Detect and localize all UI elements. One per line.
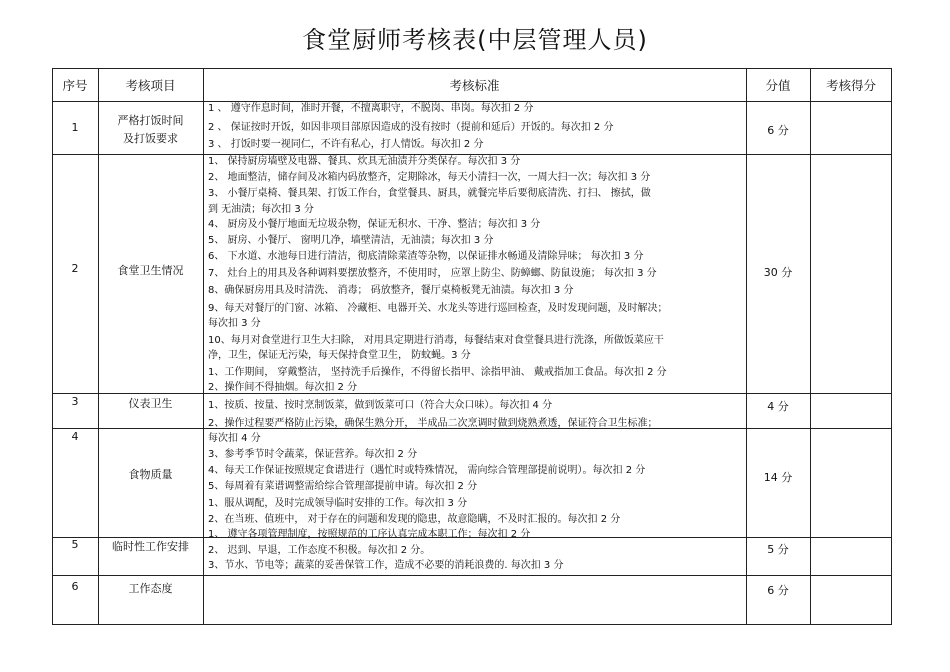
row-4-standard-line: 4、每天工作保证按照规定食谱进行（遇忙时或特殊情况， 需向综合管理部提前说明）。每次扣 2 分 xyxy=(208,465,646,476)
row-6-no: 6 xyxy=(71,580,79,593)
row-5-item: 临时性工作安排 xyxy=(112,540,189,553)
row-5-no: 5 xyxy=(71,538,79,551)
row-2-standard-line: 5、 厨房、小餐厅、 窗明几净，墙壁清洁，无油渍；每次扣 3 分 xyxy=(208,235,494,246)
row-4-no: 4 xyxy=(71,430,79,443)
row-5-score: 5 分 xyxy=(767,543,789,556)
row-1-standard-line: 1 、 遵守作息时间，准时开餐，不擅离职守，不脱岗、串岗。每次扣 2 分 xyxy=(208,103,534,114)
row-6-standard-line: 1、 遵守各项管理制度，按照规范的工序认真完成本职工作；每次扣 2 分 xyxy=(208,529,531,540)
column-divider xyxy=(203,68,204,625)
row-3-standard-line: 2、操作间不得抽烟。每次扣 2 分 xyxy=(208,382,358,393)
row-2-standard-line: 9、每天对餐厅的门窗、冰箱、 冷藏柜、电器开关、水龙头等进行巡回检查，及时发现问题，及时解决； xyxy=(208,303,668,314)
row-2-item: 食堂卫生情况 xyxy=(117,264,184,277)
row-6-score: 6 分 xyxy=(767,584,789,597)
row-2-no: 2 xyxy=(71,262,79,275)
row-1-score: 6 分 xyxy=(767,124,789,137)
row-6-standard-line: 2、 迟到、早退，工作态度不积极。每次扣 2 分。 xyxy=(208,545,431,556)
row-5-standard-line: 1、服从调配，及时完成领导临时安排的工作。每次扣 3 分 xyxy=(208,498,468,509)
row-divider xyxy=(52,101,892,102)
row-2-standard-line: 1、 保持厨房墙壁及电器、餐具、炊具无油渍并分类保存。每次扣 3 分 xyxy=(208,156,521,167)
row-divider xyxy=(52,575,892,576)
row-3-score: 4 分 xyxy=(767,400,789,413)
row-3-standard-line: 1、工作期间， 穿戴整洁， 坚持洗手后操作，不得留长指甲、涂指甲油、 戴戒指加工食品。每次扣 2 分 xyxy=(208,367,667,378)
header-result: 考核得分 xyxy=(825,78,876,93)
header-standard: 考核标准 xyxy=(449,78,500,93)
header-score: 分值 xyxy=(765,78,791,93)
row-2-standard-line: 2、 地面整洁，储存间及冰箱内码放整齐，定期除冰，每天小清扫一次，一周大扫一次；每次扣 3 分 xyxy=(208,172,651,183)
row-2-standard-line: 7、 灶台上的用具及各种调料要摆放整齐，不使用时， 应罩上防尘、防蟑螂、防鼠设施； 每次扣 3 分 xyxy=(208,268,657,279)
row-5-standard-line: 2、在当班、值班中， 对于存在的问题和发现的隐患，故意隐瞒，不及时汇报的。每次扣 2 分 xyxy=(208,514,621,525)
row-6-standard-line: 3、节水、节电等；蔬菜的妥善保管工作，造成不必要的消耗浪费的. 每次扣 3 分 xyxy=(208,560,564,571)
row-2-standard-line: 8、确保厨房用具及时清洗、 消毒； 码放整齐，餐厅桌椅板凳无油渍。每次扣 3 分 xyxy=(208,285,574,296)
row-1-item: 严格打饭时间 及打饭要求 xyxy=(117,114,184,145)
row-4-score: 14 分 xyxy=(763,471,793,484)
row-4-standard-line: 1、按质、按量、按时烹制饭菜，做到饭菜可口（符合大众口味）。每次扣 4 分 xyxy=(208,400,553,411)
row-2-standard-line: 6、 下水道、水池每日进行清洁，彻底清除菜渣等杂物，以保证排水畅通及清除异味； 每次扣 3 分 xyxy=(208,251,644,262)
row-divider xyxy=(52,393,892,394)
row-2-standard-line: 每次扣 3 分 xyxy=(208,318,261,329)
row-4-item: 食物质量 xyxy=(128,468,173,481)
header-item: 考核项目 xyxy=(125,78,176,93)
row-2-standard-line: 3、 小餐厅桌椅、餐具架、打饭工作台，食堂餐具、厨具，就餐完毕后要彻底清洗、打扫、 擦拭，做 xyxy=(208,188,651,199)
header-no: 序号 xyxy=(62,78,88,93)
row-2-standard-line: 4、 厨房及小餐厅地面无垃圾杂物，保证无积水、干净、整洁；每次扣 3 分 xyxy=(208,219,541,230)
row-2-score: 30 分 xyxy=(763,266,793,279)
row-1-no: 1 xyxy=(71,121,79,134)
row-4-standard-line: 每次扣 4 分 xyxy=(208,433,261,444)
row-3-item: 仪表卫生 xyxy=(128,397,173,410)
row-2-standard-line: 到 无油渍；每次扣 3 分 xyxy=(208,204,314,215)
row-1-standard-line: 2 、 保证按时开饭，如因非项目部原因造成的没有按时（提前和延后）开饭的。每次扣 2 分 xyxy=(208,122,614,133)
row-4-standard-line: 2、操作过程要严格防止污染，确保生熟分开， 半成品二次烹调时做到烧熟煮透，保证符合卫生标准； xyxy=(208,418,658,429)
row-3-no: 3 xyxy=(71,395,79,408)
row-6-item: 工作态度 xyxy=(128,582,173,595)
row-divider xyxy=(52,154,892,155)
row-1-standard-line: 3 、 打饭时要一视同仁，不许有私心，打人情饭。每次扣 2 分 xyxy=(208,139,484,150)
row-2-standard-line: 10、每月对食堂进行卫生大扫除， 对用具定期进行消毒，每餐结束对食堂餐具进行洗涤，所做饭菜应干 xyxy=(208,335,664,346)
page-title: 食堂厨师考核表(中层管理人员) xyxy=(302,26,648,54)
column-divider xyxy=(810,68,811,625)
row-2-standard-line: 净，卫生，保证无污染，每天保持食堂卫生， 防蚊蝇。3 分 xyxy=(208,350,471,361)
row-4-standard-line: 5、每周着有菜谱调整需给综合管理部提前申请。每次扣 2 分 xyxy=(208,481,478,492)
row-4-standard-line: 3、参考季节时令蔬菜，保证营养。每次扣 2 分 xyxy=(208,449,418,460)
